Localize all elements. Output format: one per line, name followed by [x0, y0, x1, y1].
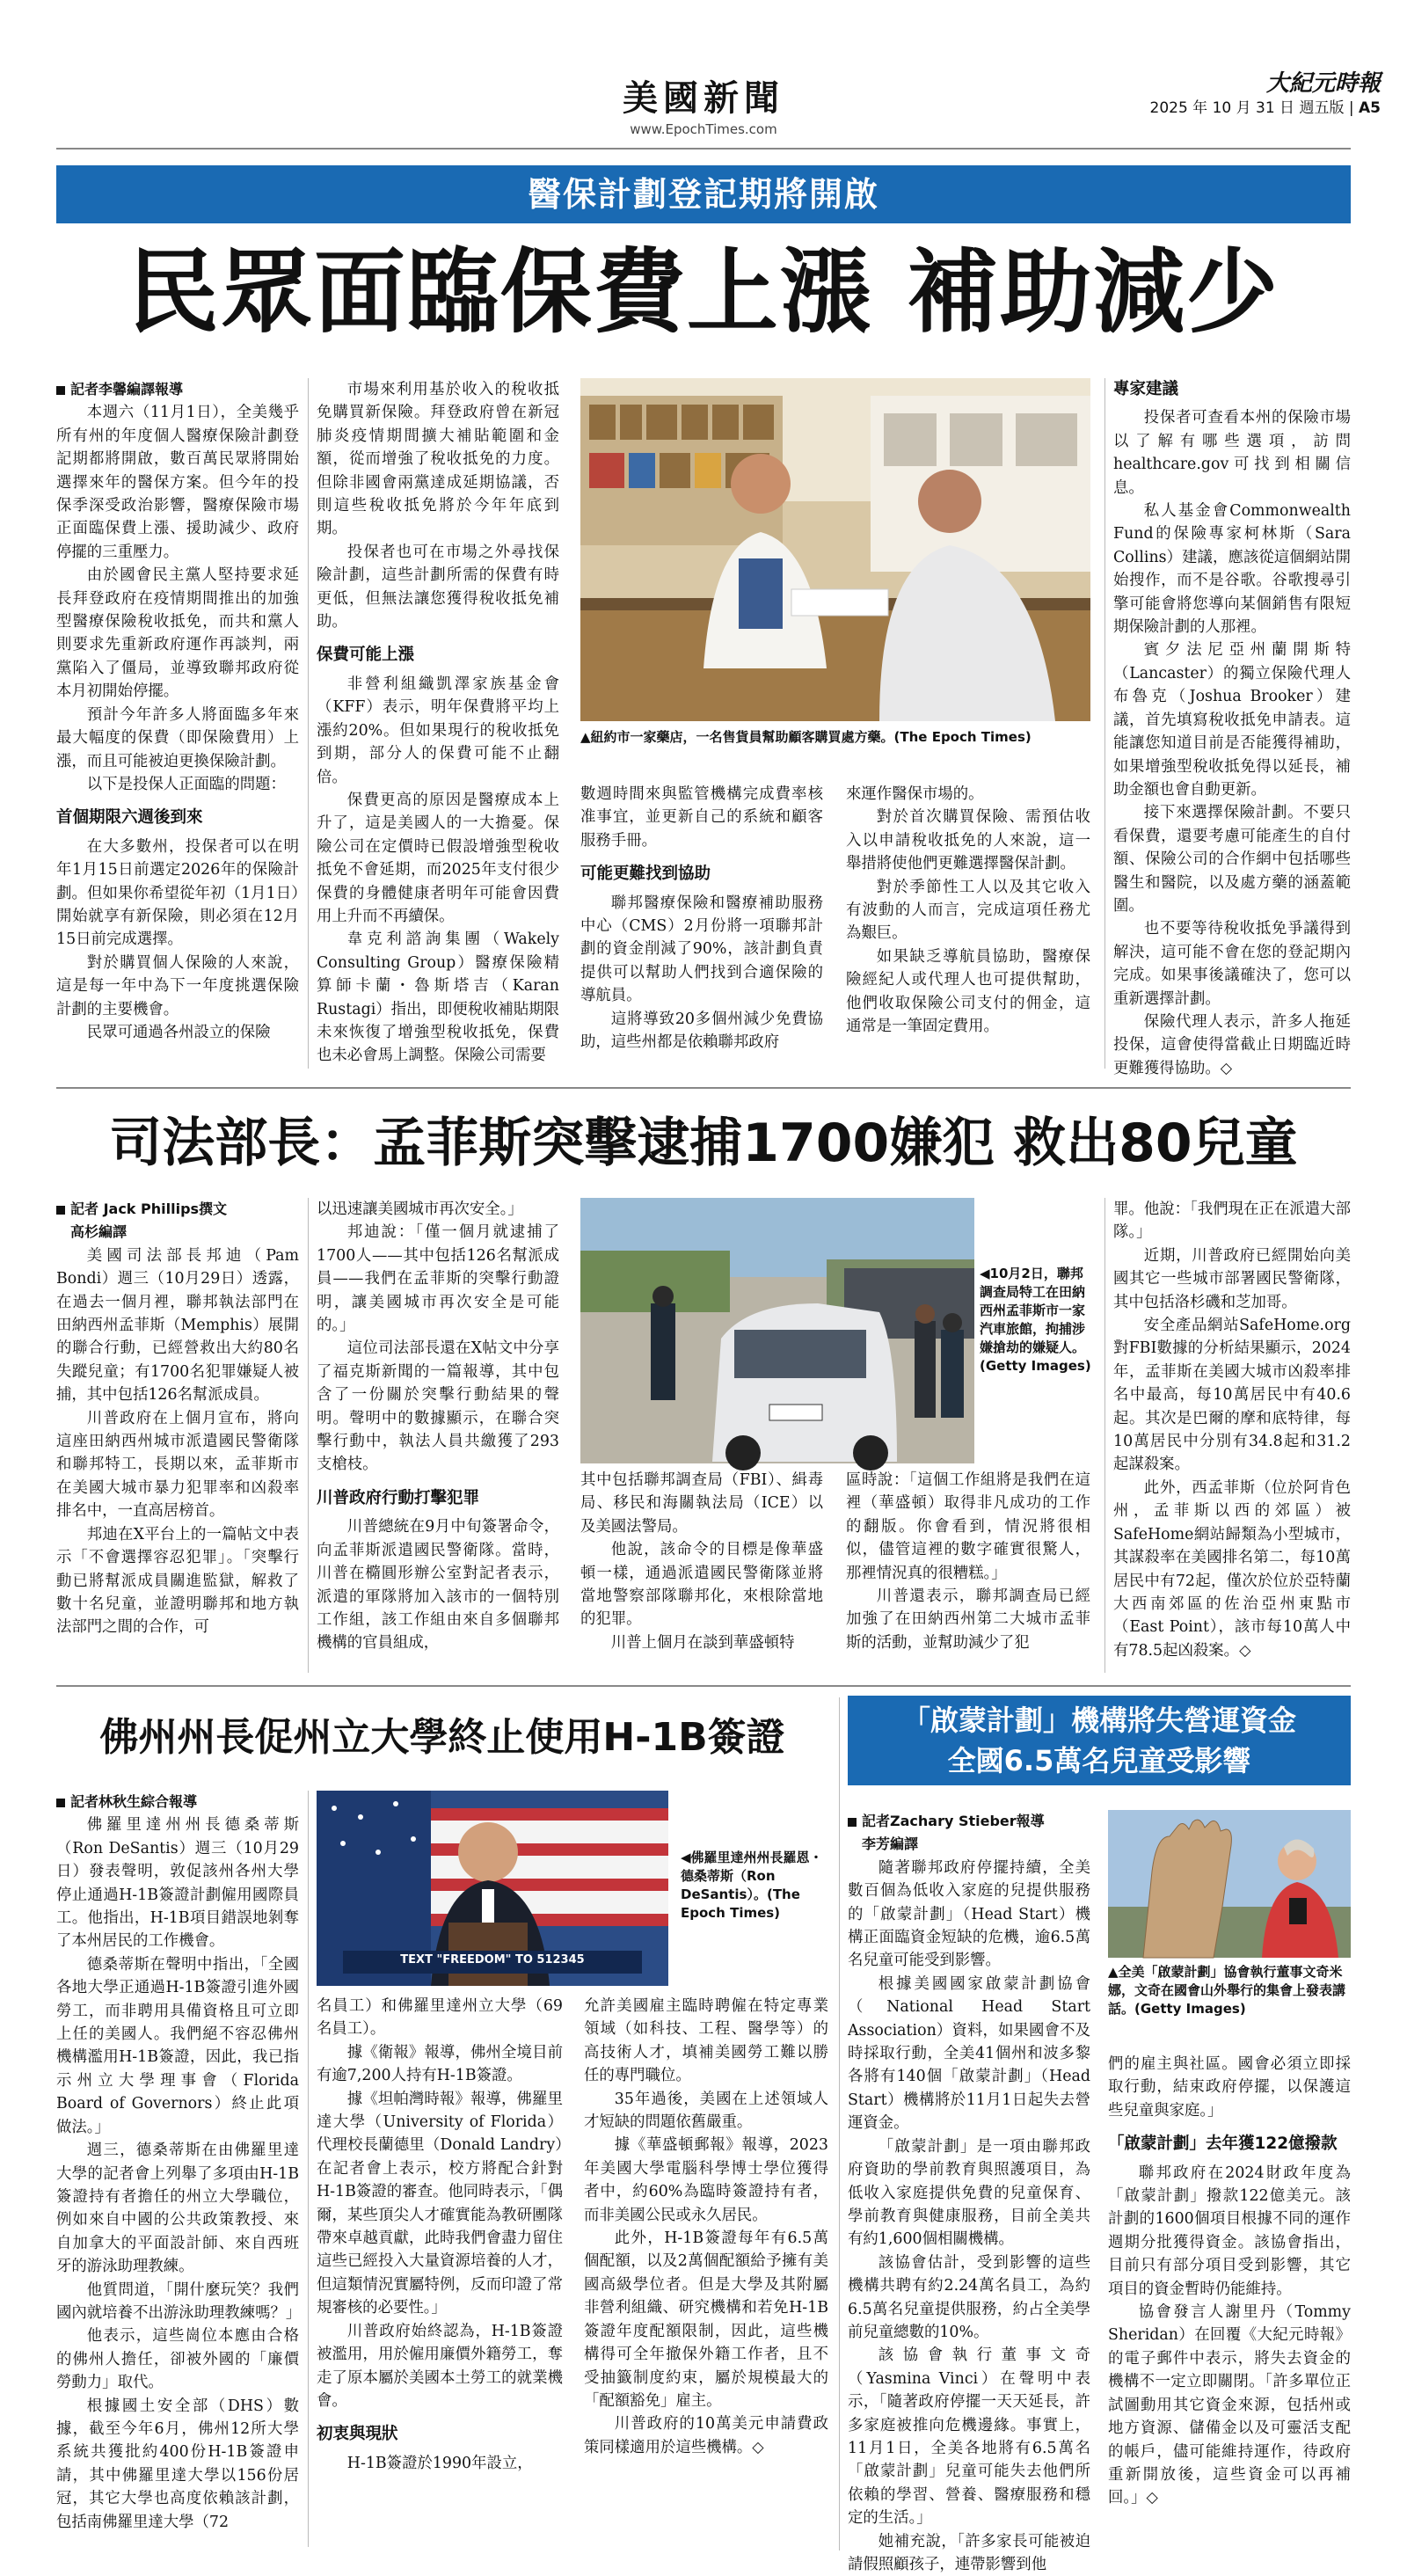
paragraph: 對於購買個人保險的人來說，這是每一年中為下一年度挑選保險計劃的主要機會。	[56, 953, 299, 1018]
paragraph: 也不要等待稅收抵免爭議得到解決，這可能不會在您的登記期內完成。如果事後議確決了，您可以重新選擇計劃。	[1113, 920, 1351, 1008]
article-column-3	[580, 1469, 823, 1680]
paragraph: 賓夕法尼亞州蘭開斯特（Lancaster）的獨立保險代理人布魯克（Joshua Brooker）建議，首先填寫稅收抵免申請表。這能讓您知道目前是否能獲得補助，如果增強型稅收抵免得以延長，補助金額也會自動更新。	[1113, 641, 1351, 799]
section-title: 美國新聞	[623, 78, 784, 119]
paragraph: 在大多數州，投保者可以在明年1月15日前選定2026年的保險計劃。但如果你希望從年初（1月1日）開始就享有新保險，則必須在12月15日前完成選擇。	[56, 837, 299, 949]
head-start-photo	[1108, 1810, 1351, 1958]
paragraph: 對於首次購買保險、需預估收入以申請稅收抵免的人來說，這一舉措將使他們更難選擇醫保計劃。	[846, 808, 1090, 873]
issue-date	[1038, 95, 1381, 117]
paragraph: 私人基金會Commonwealth Fund的保險專家柯林斯（Sara Collins）建議，應該從這個網站開始搜作，而不是谷歌。谷歌搜尋引擎可能會將您導向某個銷售有限短期保險計劃的人那裡。	[1113, 502, 1351, 637]
photo-caption: ▲紐約市一家藥店，一名售貨員幫助顧客購買處方藥。(The Epoch Times)	[580, 729, 1032, 745]
paragraph: 他說，該命令的目標是像華盛頓一樣，通過派遣國民警衛隊並將當地警察部隊聯邦化，來根除當地的犯罪。	[580, 1541, 823, 1629]
headline-line-2: 全國6.5萬名兒童受影響	[947, 1744, 1251, 1777]
article-column-2	[317, 378, 559, 1073]
byline-square-icon	[56, 1799, 65, 1807]
article-column-1	[56, 1791, 302, 2547]
paragraph: 如果缺乏導航員協助，醫療保險經紀人或代理人也可提供幫助，他們收取保險公司支付的佣金，這通常是一筆固定費用。	[846, 947, 1090, 1036]
photo-caption: ◀佛羅里達州州長羅恩・德桑蒂斯（Ron DeSantis）。(The Epoch Times)	[681, 1850, 823, 1921]
article-column-3	[584, 1995, 828, 2549]
column-divider	[308, 378, 309, 1069]
paragraph: 民眾可通過各州設立的保險	[86, 1023, 271, 1041]
paragraph: 非營利組織凱澤家族基金會（KFF）表示，明年保費將平均上漲約20%。但如果現行的稅收抵免到期，部分人的保費可能不止翻倍。	[317, 675, 559, 786]
paragraph: 由於國會民主黨人堅持要求延長拜登政府在疫情期間推出的加強型醫療保險稅收抵免，而共和黨人則要求先重新政府運作再談判，兩黨陷入了僵局，並導致聯邦政府從本月初開始停擺。	[56, 566, 299, 701]
paragraph: 近期，川普政府已經開始向美國其它一些城市部署國民警衛隊，其中包括洛杉磯和芝加哥。	[1113, 1246, 1351, 1311]
paragraph: 她補充說，「許多家長可能被迫請假照顧孩子，連帶影響到他	[848, 2532, 1090, 2573]
section-divider	[56, 1087, 1351, 1089]
byline-square-icon	[56, 386, 65, 395]
article-column-1	[56, 378, 299, 1073]
kicker-bar	[56, 165, 1351, 223]
byline: 高杉編譯	[70, 1223, 128, 1241]
paragraph: 本週六（11月1日），全美幾乎所有州的年度個人醫療保險計劃登記期都將開啟，數百萬民眾將開始選擇來年的醫保方案。但今年的投保季深受政治影響，醫療保險市場正面臨保費上漲、援助減少、政府停擺的三重壓力。	[56, 404, 299, 561]
memphis-photo	[580, 1198, 974, 1463]
byline-square-icon	[848, 1818, 857, 1827]
paragraph: 允許美國雇主臨時聘僱在特定專業領域（如科技、工程、醫學等）的高技術人才，填補美國勞工難以勝任的專門職位。	[584, 1997, 828, 2085]
paragraph: 據《華盛頓郵報》報導，2023年美國大學電腦科學博士學位獲得者中，約60%為臨時簽證持有者，而非美國公民或永久居民。	[584, 2136, 828, 2224]
page-number: A5	[1359, 99, 1381, 117]
paragraph: 市場來利用基於收入的稅收抵免購買新保險。拜登政府曾在新冠肺炎疫情期間擴大補貼範圍和金額，從而增強了稅收抵免的力度。但除非國會兩黨達成延期協議，否則這些稅收抵免將於今年年底到期。	[317, 381, 559, 538]
article-column-1	[56, 1198, 299, 1680]
paragraph: 罪。他說：「我們現在正在派遣大部隊。」	[1113, 1200, 1351, 1242]
byline: 記者 Jack Phillips撰文	[56, 1198, 299, 1221]
paragraph: 此外，H-1B簽證每年有6.5萬個配額，以及2萬個配額給予擁有美國高級學位者。但是大學及其附屬非營利組織、研究機構和若免H-1B簽證年度配額限制，因此，這些機構得可全年撤保外籍工作者，且不受抽籤制度約束，屬於規模最大的「配額豁免」雇主。	[584, 2229, 828, 2410]
page-header	[0, 0, 1407, 176]
byline-square-icon	[56, 1206, 65, 1215]
subheading: 保費可能上漲	[317, 646, 415, 665]
paragraph: 區時說：「這個工作組將是我們在這裡（華盛頓）取得非凡成功的工作的翻版。你會看到，情況將很相似，儘管這裡的數字確實很驚人，那裡情況真的很糟糕。」	[846, 1471, 1090, 1582]
paragraph: 韋克利諮詢集團（Wakely Consulting Group）醫療保險精算師卡蘭・魯斯塔吉（Karan Rustagi）指出，即便稅收補貼期限未來恢復了增強型稅收抵免，保費也未必會馬上調整。保險公司需要	[317, 930, 559, 1065]
subheading: 「啟蒙計劃」去年獲122億撥款	[1108, 2135, 1338, 2154]
article-memphis	[0, 1091, 1407, 1689]
paragraph: 預計今年許多人將面臨多年來最大幅度的保費（即保險費用）上漲，而且可能被迫更換保險計劃。	[56, 705, 299, 770]
paragraph: 川普總統在9月中旬簽署命令，向孟菲斯派遣國民警衛隊。當時，川普在橢圓形辦公室對記者表示，派遣的軍隊將加入該市的一個特別工作組，該工作組由來自多個聯邦機構的官員組成，	[317, 1518, 559, 1653]
paragraph: 他質問道，「開什麼玩笑？我們國內就培養不出游泳助理教練嗎？」	[56, 2280, 302, 2322]
paragraph: 接下來選擇保險計劃。不要只看保費，還要考慮可能產生的自付額、保險公司的合作網中包括哪些醫生和醫院，以及處方藥的涵蓋範圍。	[1113, 804, 1351, 915]
arrest-illustration	[580, 1198, 974, 1463]
paragraph: 該協會估計，受到影響的這些機構共聘有約2.24萬名員工，為約6.5萬名兒童提供服務，約占全美學前兒童總數的10%。	[848, 2253, 1090, 2341]
paragraph: 35年過後，美國在上述領域人才短缺的問題依舊嚴重。	[584, 2090, 828, 2132]
paragraph: H-1B簽證於1990年設立，	[346, 2454, 533, 2472]
paragraph: 協會發言人謝里丹（Tommy Sheridan）在回覆《大紀元時報》的電子郵件中表示，將失去資金的機構不一定立即關閉。「許多單位正試圖動用其它資金來源，包括州或地方資源、儲備金以及可靈活支配的帳戶，儘可能維持運作，待政府重新開放後，這些資金可以再補回。」◇	[1108, 2303, 1351, 2507]
column-divider	[839, 1697, 840, 2550]
paragraph: 邦迪說：「僅一個月就逮捕了1700人——其中包括126名幫派成員——我們在孟菲斯的突擊行動證明，讓美國城市再次安全是可能的。」	[317, 1223, 559, 1335]
photo-banner-text: TEXT "FREEDOM" TO 512345	[400, 1953, 585, 1967]
headline-line-1: 「啟蒙計劃」機構將失營運資金	[901, 1704, 1296, 1737]
paragraph: 川普還表示，聯邦調查局已經加強了在田納西州第二大城市孟菲斯的活動，並幫助減少了犯	[846, 1587, 1090, 1652]
paragraph: 這位司法部長還在X帖文中分享了福克斯新聞的一篇報導，其中包含了一份關於突擊行動結果的聲明。聲明中的數據顯示，在聯合突擊行動中，執法人員共繳獲了293支槍枝。	[317, 1339, 559, 1474]
article-column-3	[580, 783, 823, 1073]
paragraph: 此外，西孟菲斯（位於阿肯色州，孟菲斯以西的郊區）被SafeHome網站歸類為小型城市，其謀殺率在美國排名第二，每10萬居民中有72起，僅次於位於亞特蘭大西南郊區的佐治亞州東點市（East Point），該市每10萬人中有78.5起凶殺案。◇	[1113, 1478, 1351, 1660]
column-divider	[1104, 378, 1105, 1069]
byline: 記者林秋生綜合報導	[56, 1791, 299, 1813]
byline: 記者Zachary Stieber報導	[848, 1810, 1090, 1833]
pharmacy-illustration	[580, 378, 1090, 721]
paragraph: 來運作醫保市場的。	[846, 785, 984, 803]
paragraph: 川普政府在上個月宣布，將向這座田納西州城市派遣國民警衛隊和聯邦特工，長期以來，孟菲斯市在美國大城市暴力犯罪率和凶殺率排名中，一直高居榜首。	[56, 1409, 299, 1521]
article-column-4	[846, 783, 1090, 1073]
paragraph: 他表示，這些崗位本應由合格的佛州人擔任，卻被外國的「廉價勞動力」取代。	[56, 2327, 299, 2392]
article-h1b	[0, 1687, 844, 2558]
paragraph: 邦迪在X平台上的一篇帖文中表示「不會選擇容忍犯罪」。「突擊行動已將幫派成員關進監獄，解救了數十名兒童，並證明聯邦和地方執法部門之間的合作，可	[56, 1525, 299, 1637]
article-column-2	[1108, 2053, 1351, 2549]
paragraph: 根據美國國家啟蒙計劃協會（National Head Start Association）資料，如果國會不及時採取行動，全美41個州和波多黎各將有140個「啟蒙計劃」（Head Start）機構將於11月1日起失去營運資金。	[848, 1974, 1090, 2133]
article-column-2	[317, 1198, 559, 1680]
column-divider	[1104, 1198, 1105, 1673]
article-column-5	[1113, 1198, 1351, 1680]
pharmacy-photo	[580, 378, 1090, 721]
paragraph: 週三，德桑蒂斯在由佛羅里達大學的記者會上列舉了多項由H-1B簽證持有者擔任的州立大學職位，例如來自中國的公共政策教授、來自加拿大的平面設計師、來自西班牙的游泳助理教練。	[56, 2142, 299, 2276]
byline: 記者李馨編譯報導	[56, 378, 299, 401]
column-divider	[308, 1791, 309, 2547]
desantis-photo	[317, 1791, 668, 1986]
paragraph: 美國司法部長邦迪（Pam Bondi）週三（10月29日）透露，在過去一個月裡，聯邦執法部門在田納西州孟菲斯（Memphis）展開的聯合行動，已經營救出大約80名失蹤兒童；有1700名犯罪嫌疑人被捕，其中包括126名幫派成員。	[56, 1246, 299, 1405]
article-column-1	[848, 1810, 1090, 2573]
paragraph: 安全產品網站SafeHome.org對FBI數據的分析結果顯示，2024年，孟菲斯在美國大城市凶殺率排名中最高，每10萬居民中有40.6起。其次是巴爾的摩和底特律，每10萬居民中分別有34.8起和31.2起謀殺案。	[1113, 1317, 1351, 1474]
paragraph: 據《坦帕灣時報》報導，佛羅里達大學（University of Florida）代理校長蘭德里（Donald Landry）在記者會上表示，校方將配合針對H-1B簽證的審查。他同時表示，「偶爾，某些頂尖人才確實能為教研團隊帶來卓越貢獻，此時我們會盡力留住這些已經投入大量資源培養的人才，但這類情況實屬特例，反而印證了常規審核的必要性。」	[317, 2090, 563, 2317]
subheading: 專家建議	[1113, 380, 1179, 398]
article-column-5	[1113, 378, 1351, 1077]
paragraph: 以下是投保人正面臨的問題：	[86, 775, 286, 793]
article-head-start	[844, 1687, 1407, 2573]
paragraph: 保險代理人表示，許多人拖延投保，這會使得當截止日期臨近時更難獲得協助。◇	[1113, 1012, 1351, 1077]
paragraph: 據《衛報》報導，佛州全境目前有逾7,200人持有H-1B簽證。	[317, 2043, 563, 2085]
date-separator: |	[1348, 99, 1354, 117]
website-url: www.EpochTimes.com	[630, 121, 777, 137]
byline: 李芳編譯	[862, 1835, 919, 1853]
subheading: 初衷與現狀	[317, 2425, 398, 2444]
paragraph: 根據國土安全部（DHS）數據，截至今年6月，佛州12所大學系統共獲批約400份H-1B簽證申請，其中佛羅里達大學以156份居冠，其它大學也高度依賴該計劃，包括南佛羅里達大學（72	[56, 2397, 299, 2531]
paragraph: 佛羅里達州州長德桑蒂斯（Ron DeSantis）週三（10月29日）發表聲明，敦促該州各州大學停止通過H-1B簽證計劃僱用國際員工。他指出，H-1B項目錯誤地剝奪了本州居民的工作機會。	[56, 1816, 299, 1951]
photo-caption: ▲全美「啟蒙計劃」協會執行董事文奇米娜，文奇在國會山外舉行的集會上發表講話。(Getty Images)	[1108, 1964, 1346, 2017]
paragraph: 們的雇主與社區。國會必須立即採取行動，結束政府停擺，以保護這些兒童與家庭。」	[1108, 2055, 1351, 2120]
paragraph: 名員工）和佛羅里達州立大學（69名員工）。	[317, 1997, 563, 2039]
paragraph: 川普政府始終認為，H-1B簽證被濫用，用於僱用廉價外籍勞工，奪走了原本屬於美國本土勞工的就業機會。	[317, 2322, 563, 2410]
subheading: 首個期限六週後到來	[56, 808, 203, 828]
paragraph: 其中包括聯邦調查局（FBI）、緝毒局、移民和海關執法局（ICE）以及美國法警局。	[580, 1471, 823, 1536]
subheading: 川普政府行動打擊犯罪	[317, 1488, 480, 1507]
photo-caption: ◀10月2日，聯邦調查局特工在田納西州孟菲斯市一家汽車旅館，拘捕涉嫌搶劫的嫌疑人。(Getty Images)	[980, 1266, 1091, 1374]
masthead-logo: 大紀元時報	[1265, 70, 1381, 97]
paragraph: 川普政府的10萬美元申請費政策同樣適用於這些機構。◇	[584, 2415, 828, 2456]
paragraph: 投保者可查看本州的保險市場以了解有哪些選項，訪問healthcare.gov可找到相關信息。	[1113, 409, 1351, 497]
kicker-text: 醫保計劃登記期將開啟	[527, 175, 879, 214]
paragraph: 投保者也可在市場之外尋找保險計劃，這些計劃所需的保費有時更低，但無法讓您獲得稅收抵免補助。	[317, 543, 559, 631]
paragraph: 聯邦醫療保險和醫療補助服務中心（CMS）2月份將一項聯邦計劃的資金削減了90%，該計劃負責提供可以幫助人們找到合適保險的導航員。	[580, 894, 823, 1005]
headline-box	[848, 1696, 1351, 1785]
paragraph: 這將導致20多個州減少免費協助，這些州都是依賴聯邦政府	[580, 1010, 823, 1052]
paragraph: 德桑蒂斯在聲明中指出，「全國各地大學正通過H-1B簽證引進外國勞工，而非聘用具備資格且可立即上任的美國人。我們絕不容忍佛州機構濫用H-1B簽證，因此，我已指示州立大學理事會（Florida Board of Governors）終止此項做法。」	[56, 1955, 299, 2136]
article-column-2	[317, 1995, 563, 2549]
article-healthcare	[0, 158, 1407, 1082]
subheading: 可能更難找到協助	[580, 865, 711, 884]
paragraph: 以迅速讓美國城市再次安全。」	[317, 1200, 523, 1218]
paragraph: 數週時間來與監管機構完成費率核准事宜，並更新自己的系統和顧客服務手冊。	[580, 785, 823, 850]
article-column-4	[846, 1469, 1090, 1680]
paragraph: 聯邦政府在2024財政年度為「啟蒙計劃」撥款122億美元。該計劃的1600個項目根據不同的運作週期分批獲得資金。該協會指出，目前只有部分項目受到影響，其它項目的資金暫時仍能維持。	[1108, 2164, 1351, 2298]
article-headline: 司法部長：孟菲斯突擊逮捕1700嫌犯 救出80兒童	[109, 1113, 1298, 1174]
paragraph: 「啟蒙計劃」是一項由聯邦政府資助的學前教育與照護項目，為低收入家庭提供免費的兒童保育、學前教育與健康服務，目前全美共有約1,600個相關機構。	[848, 2137, 1090, 2249]
paragraph: 對於季節性工人以及其它收入有波動的人而言，完成這項任務尤為艱巨。	[846, 878, 1090, 943]
paragraph: 隨著聯邦政府停擺持續，全美數百個為低收入家庭的兒提供服務的「啟蒙計劃」（Head Start）機構正面臨資金短缺的危機，逾6.5萬名兒童可能受到影響。	[848, 1858, 1090, 1970]
paragraph: 川普上個月在談到華盛頓特	[610, 1633, 795, 1652]
article-headline: 佛州州長促州立大學終止使用H-1B簽證	[99, 1715, 785, 1760]
article-headline: 民眾面臨保費上漲 補助減少	[127, 237, 1280, 346]
paragraph: 保費更高的原因是醫療成本上升了，這是美國人的一大擔憂。保險公司在定價時已假設增強型稅收抵免不會延期，而2025年支付很少保費的身體健康者明年可能會因費用上升而不再續保。	[317, 791, 559, 925]
header-divider	[56, 148, 1351, 150]
rally-illustration	[1108, 1810, 1351, 1958]
column-divider	[308, 1198, 309, 1673]
paragraph: 該協會執行董事文奇（Yasmina Vinci）在聲明中表示，「隨著政府停擺一天天延長，許多家庭被推向危機邊緣。事實上，11月1日，全美各地將有6.5萬名「啟蒙計劃」兒童可能失去他們所依賴的學習、營養、醫療服務和穩定的生活。」	[848, 2346, 1090, 2528]
date-text: 2025 年 10 月 31 日 週五版	[1149, 99, 1345, 117]
